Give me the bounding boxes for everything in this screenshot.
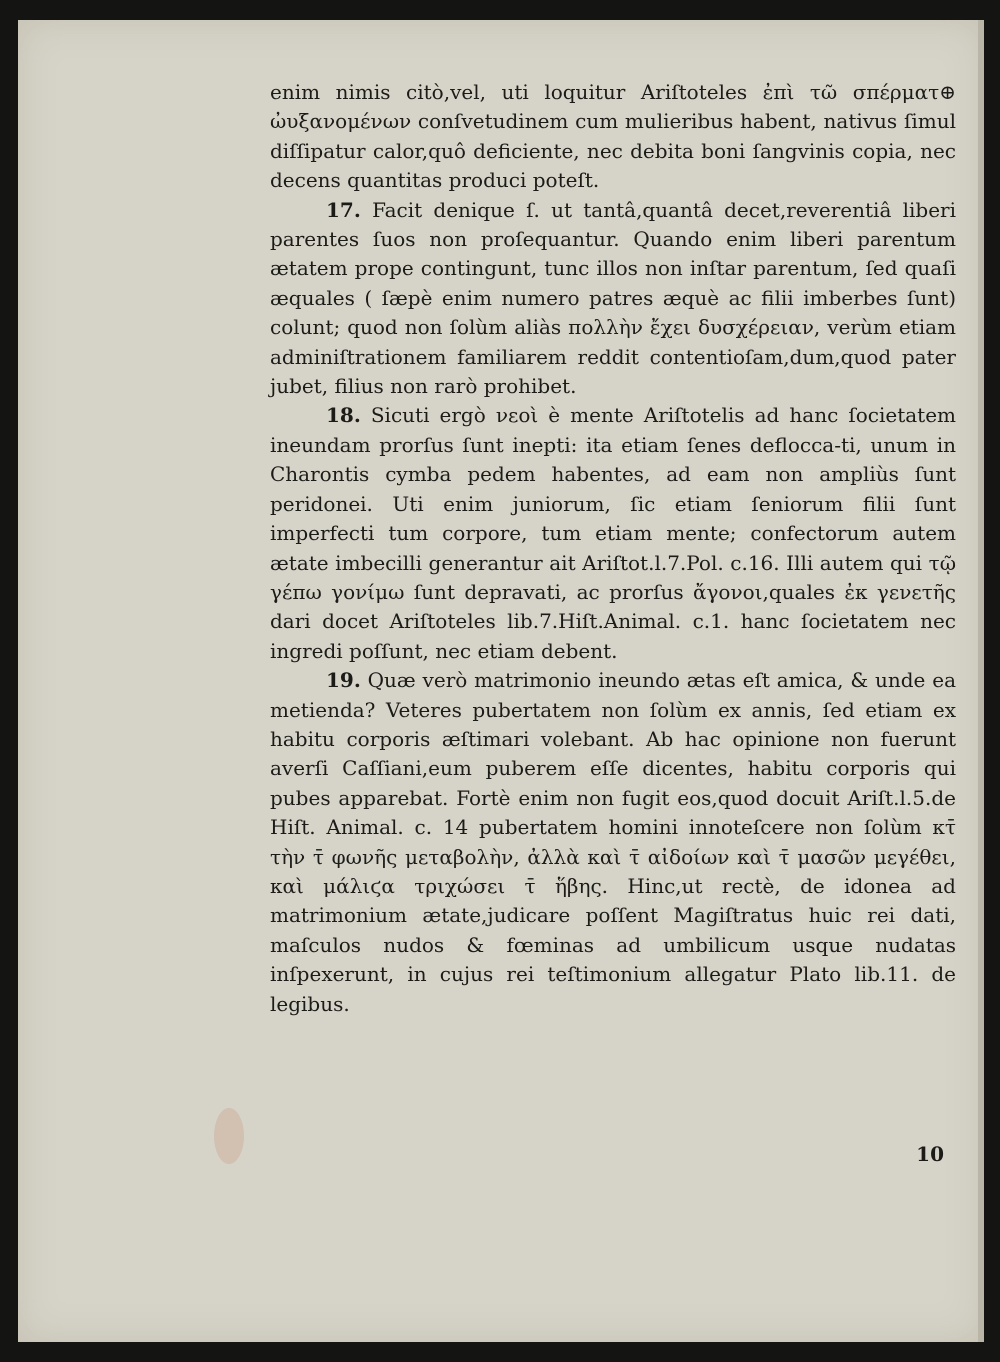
paragraph-number: 17. xyxy=(326,197,361,222)
paragraph-number: 19. xyxy=(326,668,361,693)
book-page xyxy=(18,20,984,1342)
paragraph-text: Facit denique ſ. ut tantâ,quantâ decet,reverentiâ liberi parentes ſuos non proſequantur. Quando enim liberi parentum ætatem prope contingunt, tunc illos non inſtar parentum, ſed quaſi æquales ( ſæpè enim numero patres æquè ac filii imberbes ſunt) colunt; quod non ſolùm aliàs πολλὴν ἔχει δυσχέρειαν, verùm etiam adminiſtrationem familiarem reddit contentioſam,dum,quod pater jubet, filius non rarò prohibet. xyxy=(270,197,957,399)
paragraph-number: 18. xyxy=(326,403,361,428)
paragraph-17 xyxy=(270,196,956,402)
body-text xyxy=(270,78,956,1019)
paper-stain xyxy=(214,1108,244,1164)
paragraph-text: Quæ verò matrimonio ineundo ætas eſt amica, & unde ea metienda? Veteres pubertatem non ſolùm ex annis, ſed etiam ex habitu corporis æſtimari volebant. Ab hac opinione non fuerunt averſi Caſſiani,eum puberem eſſe dicentes, habitu corporis qui pubes apparebat. Fortè enim non fugit eos,quod docuit Ariſt.l.5.de Hiſt. Animal. c. 14 pubertatem homini innoteſcere non ſolùm κτ̄ τὴν τ̄ φωνῆς μεταβολὴν, ἀλλὰ καὶ τ̄ αἰδοίων καὶ τ̄ μασῶν μεγέθει, καὶ μάλιϛα τριχώσει τ̄ ἥβης. Hinc,ut rectè, de idonea ad matrimonium ætate,judicare poſſent Magiſtratus huic rei dati, maſculos nudos & fœminas ad umbilicum usque nudatas inſpexerunt, in cujus rei teſtimonium allegatur Plato lib.11. de legibus. xyxy=(270,668,956,1016)
paragraph-text: enim nimis citò,vel, uti loquitur Ariſtoteles ἐπὶ τῶ σπέρματ⊕ ὠυξανομένων conſvetudinem cum mulieribus habent, nativus ſimul diſſipatur calor,quô deficiente, nec debita boni ſangvinis copia, nec decens quantitas produci poteſt. xyxy=(270,80,956,193)
paragraph-continued xyxy=(270,78,956,196)
paragraph-text: Sicuti ergò νεοὶ è mente Ariſtotelis ad hanc ſocietatem ineundam prorſus ſunt inepti: ita etiam ſenes deflocca-ti, unum in Charontis cymba pedem habentes, ad eam non ampliùs ſunt peridonei. Uti enim juniorum, ſic etiam ſeniorum filii ſunt imperfecti tum corpore, tum etiam mente; confectorum autem ætate imbecilli generantur ait Ariſtot.l.7.Pol. c.16. Illi autem qui τῷ γέπω γονίμω ſunt depravati, ac prorſus ἄγονοι,quales ἐκ γενετῆς dari docet Ariſtoteles lib.7.Hiſt.Animal. c.1. hanc ſocietatem nec ingredi poſſunt, nec etiam debent. xyxy=(270,403,957,663)
page-edge xyxy=(978,20,984,1342)
page-number: 10 xyxy=(916,1142,944,1166)
paragraph-18 xyxy=(270,401,956,666)
paragraph-19 xyxy=(270,666,956,1019)
